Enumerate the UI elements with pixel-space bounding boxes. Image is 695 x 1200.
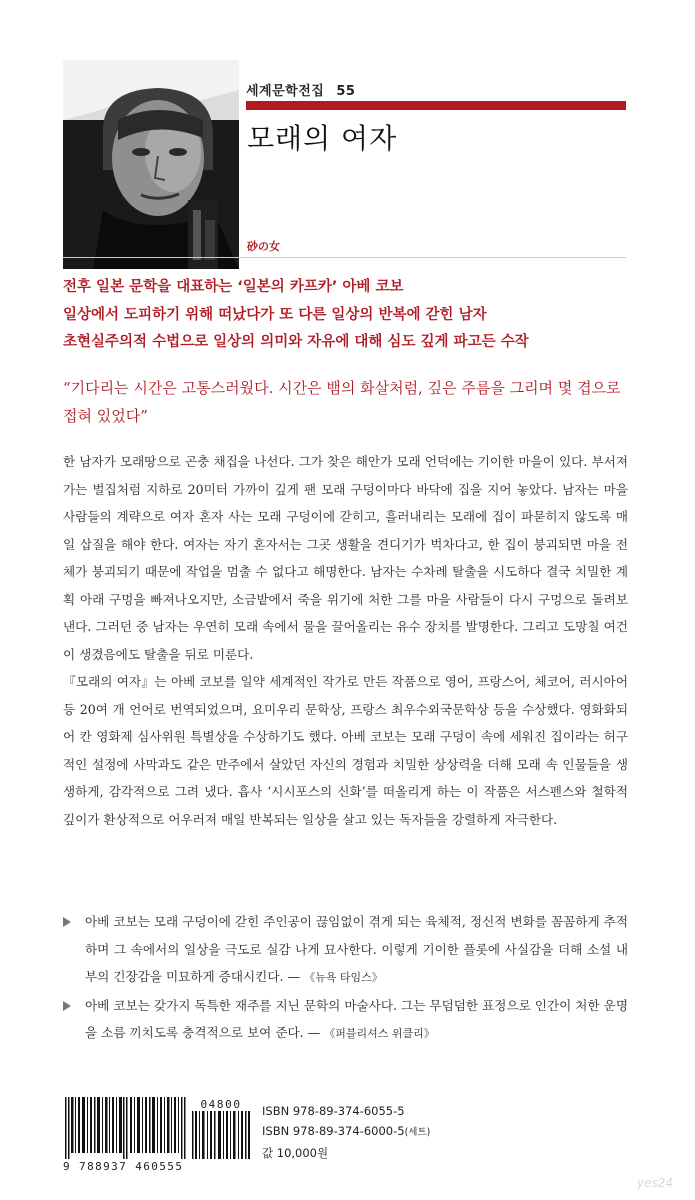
title-bar — [246, 101, 626, 110]
divider — [63, 257, 626, 258]
bullet-triangle-icon — [63, 917, 71, 927]
isbn-line: ISBN 978-89-374-6000-5 — [262, 1124, 405, 1138]
author-photo — [63, 60, 239, 269]
barcode-bars — [63, 1097, 188, 1159]
review-text: 아베 코보는 모래 구덩이에 갇힌 주인공이 끊임없이 겪게 되는 육체적, 정신적 변화를 꼼꼼하게 추적하며 그 속에서의 일상을 극도로 실감 나게 묘사한다. 이렇게 기이한 플롯에 사실감을 더해 소설 내부의 긴장감을 미묘하게 증대시킨다. — — [85, 914, 628, 984]
series-label — [246, 80, 355, 99]
book-title: 모래의 여자 — [247, 122, 398, 155]
barcode-addon-number: 04800 — [190, 1098, 252, 1111]
price: 값 10,000원 — [262, 1146, 329, 1160]
isbn-block — [262, 1101, 430, 1163]
isbn-line: ISBN 978-89-374-6055-5 — [262, 1104, 405, 1118]
synopsis-paragraph: 한 남자가 모래땅으로 곤충 채집을 나선다. 그가 찾은 해안가 모래 언덕에는 기이한 마을이 있다. 부서져 가는 벌집처럼 지하로 20미터 가까이 깊게 팬 모래 구덩이마다 바닥에 집을 지어 놓았다. 남자는 마을 사람들의 계략으로 여자 혼자 사는 모래 구덩이에 갇히고, 흘러내리는 모래에 집이 파묻히지 않도록 매일 삽질을 해야 한다. 여자는 자기 혼자서는 그곳 생활을 견디기가 벅차다고, 한 집이 붕괴되면 마을 전체가 붕괴되기 때문에 작업을 멈출 수 없다고 해명한다. 남자는 수차례 탈출을 시도하다 결국 치밀한 계획 아래 구멍을 빠져나오지만, 소금밭에서 죽을 위기에 처한 그를 마을 사람들이 다시 구멍으로 돌려보낸다. 그러던 중 남자는 우연히 모래 속에서 물을 끌어올리는 유수 장치를 발명한다. 그리고 도망칠 여건이 생겼음에도 탈출을 뒤로 미룬다. — [63, 454, 628, 662]
series-number: 55 — [336, 84, 356, 99]
synopsis — [63, 448, 628, 833]
review-text: 아베 코보는 갖가지 독특한 재주를 지닌 문학의 마술사다. 그는 무덤덤한 표정으로 인간이 처한 운명을 소름 끼치도록 충격적으로 보여 준다. — — [85, 997, 628, 1040]
pull-quote: “기다리는 시간은 고통스러웠다. 시간은 뱀의 화살처럼, 깊은 주름을 그리며 몇 겹으로 접혀 있었다” — [63, 379, 621, 425]
bullet-triangle-icon — [63, 1001, 71, 1011]
isbn-set-line — [262, 1121, 430, 1143]
reviews — [63, 908, 628, 1048]
highlight-line: 초현실주의적 수법으로 일상의 의미와 자유에 대해 심도 깊게 파고든 수작 — [63, 334, 529, 350]
review-source: 《퍼블리셔스 위클리》 — [324, 1027, 435, 1040]
highlights — [63, 274, 633, 357]
highlight-line: 일상에서 도피하기 위해 떠났다가 또 다른 일상의 반복에 갇힌 남자 — [63, 306, 487, 323]
review-item — [63, 992, 628, 1048]
series-name: 세계문학전집 — [246, 84, 325, 99]
synopsis-paragraph: 『모래의 여자』는 아베 코보를 일약 세계적인 작가로 만든 작품으로 영어, 프랑스어, 체코어, 러시아어 등 20여 개 언어로 번역되었으며, 요미우리 문학상, 프랑스 최우수외국문학상 등을 수상했다. 영화화되어 칸 영화제 심사위원 특별상을 수상하기도 했다. 아베 코보는 모래 구덩이 속에 세워진 집이라는 허구적인 설정에 사막과도 같은 만주에서 살았던 자신의 경험과 치밀한 상상력을 더해 모래 속 인물들을 생생하게, 감각적으로 그려 냈다. 흡사 ‘시시포스의 신화’를 떠올리게 하는 이 작품은 서스펜스와 철학적 깊이가 환상적으로 어우러져 매일 반복되는 일상을 살고 있는 독자들을 강렬하게 자극한다. — [63, 674, 628, 827]
barcode-number: 9 788937 460555 — [63, 1160, 184, 1173]
review-item — [63, 908, 628, 992]
watermark-logo: yes24 — [637, 1176, 674, 1190]
isbn-set-label: (세트) — [404, 1127, 431, 1138]
original-title: 砂の女 — [247, 240, 280, 253]
highlight-line: 전후 일본 문학을 대표하는 ‘일본의 카프카’ 아베 코보 — [63, 279, 404, 295]
review-source: 《뉴욕 타임스》 — [304, 971, 383, 984]
